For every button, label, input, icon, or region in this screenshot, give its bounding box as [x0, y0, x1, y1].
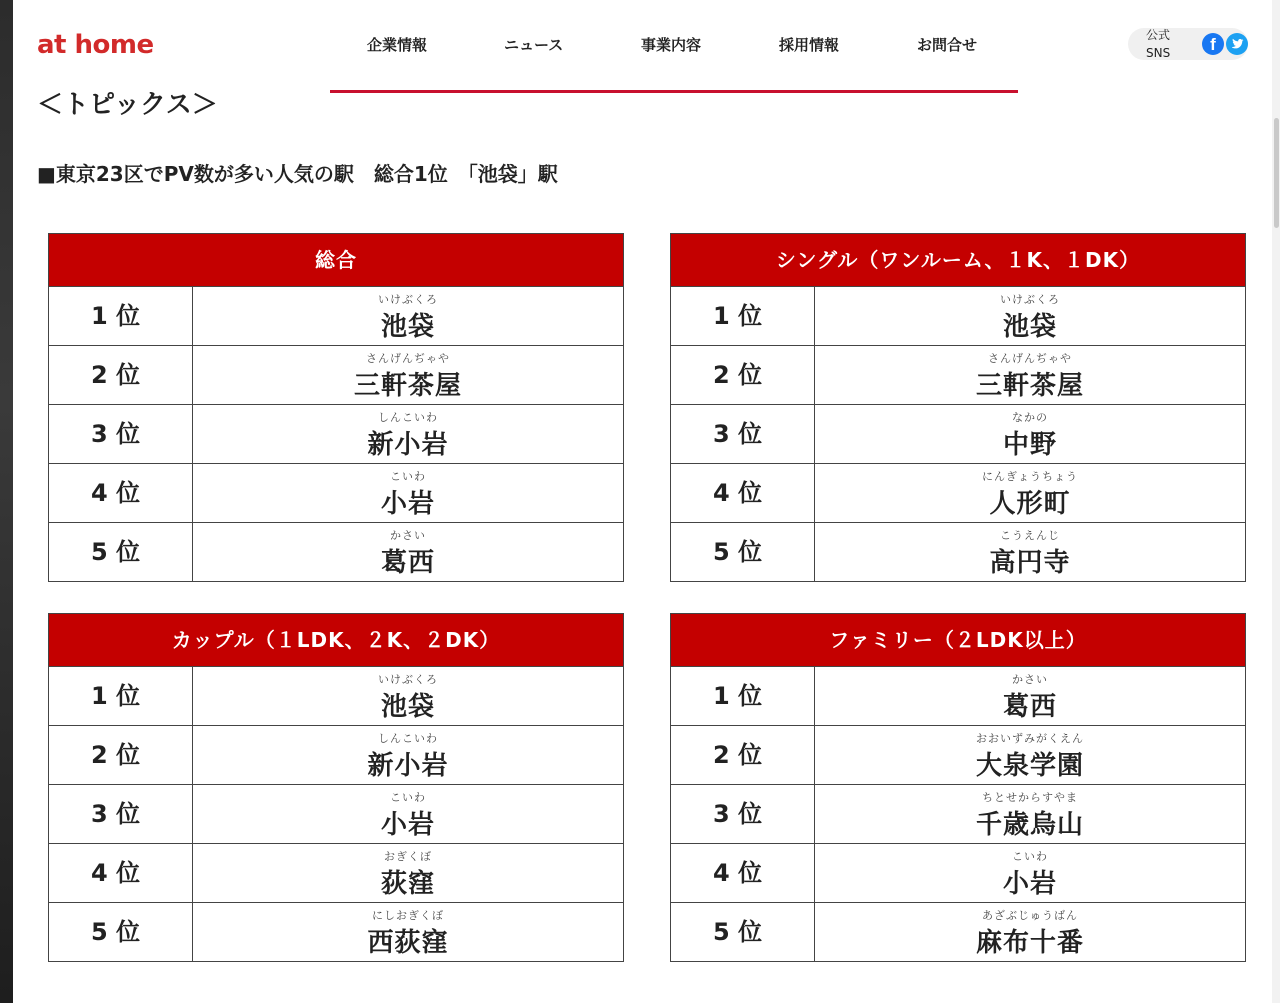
table-row — [671, 785, 1245, 844]
station-ruby: なかの — [1012, 411, 1048, 424]
window-left-edge — [0, 0, 13, 1003]
rank-label: 2 位 — [49, 346, 193, 404]
station-name: 池袋 — [380, 692, 435, 722]
station-name: 人形町 — [989, 489, 1071, 519]
station-cell — [815, 346, 1245, 404]
station-ruby: こうえんじ — [1000, 529, 1060, 542]
table-row — [49, 667, 623, 726]
table-row — [671, 346, 1245, 405]
station-cell — [193, 464, 623, 522]
table-row — [49, 785, 623, 844]
station-ruby: おおいずみがくえん — [976, 732, 1084, 745]
station-ruby: いけぶくろ — [1000, 293, 1060, 306]
page-scrollbar[interactable] — [1272, 0, 1280, 1003]
rank-label: 4 位 — [671, 464, 815, 522]
table-row — [49, 903, 623, 961]
station-cell — [815, 523, 1245, 581]
main-nav — [330, 24, 1018, 93]
station-name: 池袋 — [1002, 312, 1057, 342]
station-name: 葛西 — [380, 548, 435, 578]
nav-news[interactable]: ニュース — [504, 36, 564, 54]
facebook-icon[interactable]: f — [1202, 33, 1224, 55]
table-row — [671, 523, 1245, 581]
station-ruby: さんげんぢゃや — [366, 352, 450, 365]
table-title: シングル（ワンルーム、１K、１DK） — [671, 234, 1245, 287]
table-title: カップル（１LDK、２K、２DK） — [49, 614, 623, 667]
rank-label: 2 位 — [671, 346, 815, 404]
nav-business[interactable]: 事業内容 — [641, 36, 702, 54]
table-row — [49, 844, 623, 903]
table-row — [49, 405, 623, 464]
rank-label: 2 位 — [49, 726, 193, 784]
station-ruby: こいわ — [390, 470, 426, 483]
table-row — [49, 464, 623, 523]
table-row — [671, 667, 1245, 726]
table-row — [49, 523, 623, 581]
station-cell — [815, 726, 1245, 784]
topics-heading: ＜トピックス＞ — [37, 90, 218, 120]
station-cell — [193, 903, 623, 961]
rank-label: 1 位 — [671, 287, 815, 345]
rank-label: 3 位 — [671, 785, 815, 843]
station-ruby: いけぶくろ — [378, 673, 438, 686]
rank-label: 1 位 — [671, 667, 815, 725]
nav-contact[interactable]: お問合せ — [917, 36, 978, 54]
station-cell — [193, 667, 623, 725]
station-name: 小岩 — [380, 489, 435, 519]
table-row — [671, 464, 1245, 523]
station-cell — [193, 726, 623, 784]
table-row — [671, 287, 1245, 346]
sns-label: 公式 SNS — [1146, 28, 1171, 60]
ranking-table-overall — [48, 233, 624, 582]
scrollbar-thumb[interactable] — [1274, 118, 1279, 228]
station-name: 千歳烏山 — [975, 810, 1084, 840]
station-name: 西荻窪 — [367, 928, 449, 958]
station-name: 三軒茶屋 — [353, 371, 462, 401]
station-cell — [815, 785, 1245, 843]
station-name: 荻窪 — [380, 869, 435, 899]
station-name: 新小岩 — [367, 430, 449, 460]
station-ruby: しんこいわ — [378, 732, 438, 745]
rank-label: 3 位 — [671, 405, 815, 463]
ranking-table-couple — [48, 613, 624, 962]
station-ruby: にしおぎくぼ — [372, 909, 444, 922]
station-name: 大泉学園 — [975, 751, 1084, 781]
rank-label: 3 位 — [49, 405, 193, 463]
station-name: 小岩 — [1002, 869, 1057, 899]
rank-label: 5 位 — [671, 523, 815, 581]
station-name: 中野 — [1002, 430, 1057, 460]
table-row — [49, 346, 623, 405]
nav-recruit[interactable]: 採用情報 — [779, 36, 840, 54]
station-cell — [815, 464, 1245, 522]
station-name: 新小岩 — [367, 751, 449, 781]
station-cell — [815, 405, 1245, 463]
station-cell — [815, 844, 1245, 902]
twitter-icon[interactable] — [1226, 33, 1248, 55]
station-name: 高円寺 — [989, 548, 1071, 578]
rank-label: 3 位 — [49, 785, 193, 843]
station-ruby: しんこいわ — [378, 411, 438, 424]
station-name: 池袋 — [380, 312, 435, 342]
ranking-table-family — [670, 613, 1246, 962]
athome-logo[interactable]: at home — [37, 30, 154, 60]
rank-label: 4 位 — [49, 464, 193, 522]
table-row — [49, 726, 623, 785]
station-cell — [193, 405, 623, 463]
station-cell — [193, 785, 623, 843]
station-ruby: かさい — [1012, 673, 1048, 686]
sns-links — [1128, 28, 1248, 60]
station-ruby: こいわ — [390, 791, 426, 804]
rank-label: 5 位 — [49, 523, 193, 581]
rank-label: 1 位 — [49, 667, 193, 725]
table-row — [671, 903, 1245, 961]
station-ruby: かさい — [390, 529, 426, 542]
station-cell — [815, 287, 1245, 345]
station-cell — [815, 667, 1245, 725]
rank-label: 4 位 — [671, 844, 815, 902]
rank-label: 2 位 — [671, 726, 815, 784]
station-cell — [193, 287, 623, 345]
station-name: 小岩 — [380, 810, 435, 840]
rank-label: 4 位 — [49, 844, 193, 902]
station-ruby: にんぎょうちょう — [982, 470, 1078, 483]
ranking-table-single — [670, 233, 1246, 582]
station-cell — [193, 844, 623, 902]
station-ruby: おぎくぼ — [384, 850, 432, 863]
section-subheading: ■東京23区でPV数が多い人気の駅 総合1位 「池袋」駅 — [37, 162, 558, 186]
table-row — [49, 287, 623, 346]
rank-label: 5 位 — [671, 903, 815, 961]
rank-label: 1 位 — [49, 287, 193, 345]
station-name: 麻布十番 — [975, 928, 1084, 958]
station-ruby: あざぶじゅうばん — [982, 909, 1078, 922]
nav-company-info[interactable]: 企業情報 — [367, 36, 428, 54]
table-title: 総合 — [49, 234, 623, 287]
station-name: 三軒茶屋 — [975, 371, 1084, 401]
station-ruby: いけぶくろ — [378, 293, 438, 306]
station-ruby: ちとせからすやま — [982, 791, 1078, 804]
rank-label: 5 位 — [49, 903, 193, 961]
station-cell — [193, 523, 623, 581]
table-row — [671, 405, 1245, 464]
table-row — [671, 844, 1245, 903]
station-cell — [815, 903, 1245, 961]
station-name: 葛西 — [1002, 692, 1057, 722]
station-cell — [193, 346, 623, 404]
table-row — [671, 726, 1245, 785]
station-ruby: さんげんぢゃや — [988, 352, 1072, 365]
station-ruby: こいわ — [1012, 850, 1048, 863]
table-title: ファミリー（２LDK以上） — [671, 614, 1245, 667]
